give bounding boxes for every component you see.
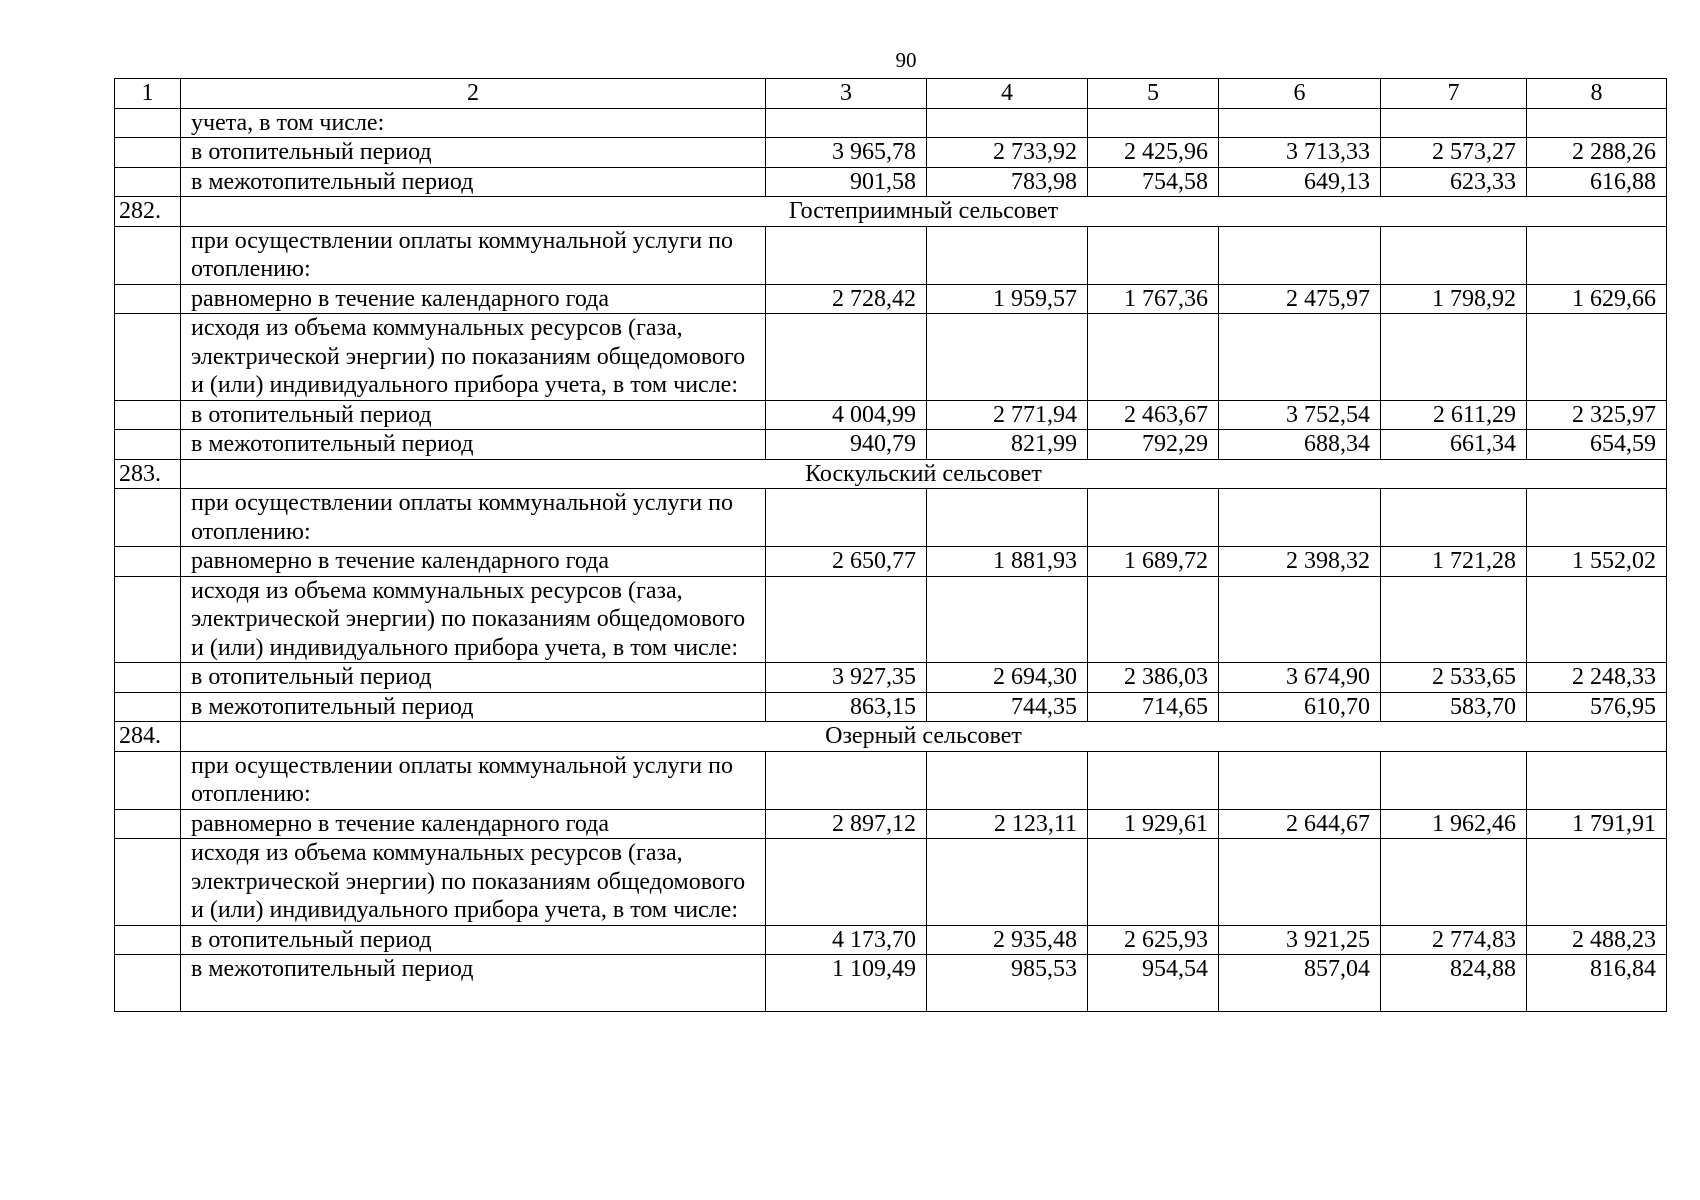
tariff-table <box>114 78 1667 1012</box>
table-row <box>115 138 1667 168</box>
value-cell: 4 004,99 <box>766 400 927 430</box>
value-cell: 2 386,03 <box>1088 663 1219 693</box>
value-cell: 4 173,70 <box>766 925 927 955</box>
value-cell: 2 475,97 <box>1219 284 1381 314</box>
row-number-cell <box>115 547 181 577</box>
value-cell <box>1381 576 1527 663</box>
row-description: исходя из объема коммунальных ресурсов (газа, электрической энергии) по показаниям общедомового и (или) индивидуального прибора учета, в том числе: <box>181 839 766 926</box>
row-number-cell <box>115 692 181 722</box>
value-cell: 2 425,96 <box>1088 138 1219 168</box>
value-cell <box>1219 839 1381 926</box>
value-cell <box>1219 226 1381 284</box>
value-cell <box>1219 314 1381 401</box>
value-cell: 2 771,94 <box>927 400 1088 430</box>
row-description: в межотопительный период <box>181 430 766 460</box>
value-cell: 1 881,93 <box>927 547 1088 577</box>
value-cell: 576,95 <box>1527 692 1667 722</box>
value-cell: 714,65 <box>1088 692 1219 722</box>
row-description: в отопительный период <box>181 663 766 693</box>
row-number-cell <box>115 576 181 663</box>
row-number-cell: 282. <box>115 197 181 227</box>
value-cell: 583,70 <box>1381 692 1527 722</box>
table-row <box>115 692 1667 722</box>
value-cell <box>1381 489 1527 547</box>
row-description: учета, в том числе: <box>181 108 766 138</box>
value-cell: 623,33 <box>1381 167 1527 197</box>
value-cell: 816,84 <box>1527 955 1667 1012</box>
value-cell: 821,99 <box>927 430 1088 460</box>
row-description: равномерно в течение календарного года <box>181 809 766 839</box>
row-description: в отопительный период <box>181 138 766 168</box>
table-row <box>115 839 1667 926</box>
table-row <box>115 430 1667 460</box>
value-cell <box>927 839 1088 926</box>
value-cell: 2 728,42 <box>766 284 927 314</box>
value-cell: 1 721,28 <box>1381 547 1527 577</box>
value-cell <box>927 226 1088 284</box>
value-cell <box>1088 489 1219 547</box>
value-cell: 3 965,78 <box>766 138 927 168</box>
header-cell: 2 <box>181 79 766 109</box>
value-cell: 610,70 <box>1219 692 1381 722</box>
header-cell: 8 <box>1527 79 1667 109</box>
value-cell <box>766 108 927 138</box>
header-row <box>115 79 1667 109</box>
value-cell: 1 552,02 <box>1527 547 1667 577</box>
value-cell <box>1527 576 1667 663</box>
value-cell: 2 488,23 <box>1527 925 1667 955</box>
page-number: 90 <box>895 48 917 72</box>
row-description: при осуществлении оплаты коммунальной услуги по отоплению: <box>181 489 766 547</box>
value-cell <box>766 751 927 809</box>
value-cell: 2 398,32 <box>1219 547 1381 577</box>
row-number-cell <box>115 751 181 809</box>
value-cell <box>1088 576 1219 663</box>
value-cell: 2 733,92 <box>927 138 1088 168</box>
row-number-cell <box>115 839 181 926</box>
value-cell <box>1381 226 1527 284</box>
row-number-cell <box>115 489 181 547</box>
section-title: Озерный сельсовет <box>181 722 1667 752</box>
value-cell: 661,34 <box>1381 430 1527 460</box>
value-cell: 2 650,77 <box>766 547 927 577</box>
header-cell: 3 <box>766 79 927 109</box>
value-cell: 744,35 <box>927 692 1088 722</box>
value-cell: 954,54 <box>1088 955 1219 1012</box>
table-body <box>115 79 1667 1012</box>
table-row <box>115 809 1667 839</box>
value-cell <box>1527 839 1667 926</box>
row-number-cell <box>115 167 181 197</box>
row-description: равномерно в течение календарного года <box>181 284 766 314</box>
section-row <box>115 459 1667 489</box>
row-number-cell: 283. <box>115 459 181 489</box>
value-cell: 754,58 <box>1088 167 1219 197</box>
row-number-cell <box>115 430 181 460</box>
value-cell: 2 694,30 <box>927 663 1088 693</box>
value-cell: 985,53 <box>927 955 1088 1012</box>
value-cell <box>1219 751 1381 809</box>
row-number-cell <box>115 138 181 168</box>
value-cell: 688,34 <box>1219 430 1381 460</box>
value-cell <box>1527 314 1667 401</box>
value-cell: 901,58 <box>766 167 927 197</box>
value-cell: 1 689,72 <box>1088 547 1219 577</box>
value-cell: 2 325,97 <box>1527 400 1667 430</box>
value-cell <box>1381 751 1527 809</box>
row-number-cell <box>115 663 181 693</box>
table-row <box>115 167 1667 197</box>
row-number-cell <box>115 955 181 1012</box>
table-row <box>115 751 1667 809</box>
row-number-cell <box>115 400 181 430</box>
table-row <box>115 925 1667 955</box>
value-cell <box>927 576 1088 663</box>
value-cell <box>1381 839 1527 926</box>
value-cell: 2 248,33 <box>1527 663 1667 693</box>
header-cell: 7 <box>1381 79 1527 109</box>
value-cell: 2 611,29 <box>1381 400 1527 430</box>
row-description: при осуществлении оплаты коммунальной услуги по отоплению: <box>181 226 766 284</box>
value-cell: 1 798,92 <box>1381 284 1527 314</box>
value-cell <box>1088 108 1219 138</box>
section-title: Коскульский сельсовет <box>181 459 1667 489</box>
value-cell <box>1088 226 1219 284</box>
value-cell <box>1088 314 1219 401</box>
value-cell: 1 929,61 <box>1088 809 1219 839</box>
value-cell: 2 533,65 <box>1381 663 1527 693</box>
value-cell <box>766 576 927 663</box>
value-cell <box>927 489 1088 547</box>
value-cell <box>766 839 927 926</box>
row-description: при осуществлении оплаты коммунальной услуги по отоплению: <box>181 751 766 809</box>
header-cell: 5 <box>1088 79 1219 109</box>
row-number-cell <box>115 226 181 284</box>
table-row <box>115 226 1667 284</box>
table-row <box>115 284 1667 314</box>
value-cell: 2 123,11 <box>927 809 1088 839</box>
row-description: в отопительный период <box>181 400 766 430</box>
table-row <box>115 547 1667 577</box>
value-cell <box>1088 751 1219 809</box>
value-cell: 783,98 <box>927 167 1088 197</box>
value-cell: 1 767,36 <box>1088 284 1219 314</box>
value-cell: 3 674,90 <box>1219 663 1381 693</box>
table-row <box>115 314 1667 401</box>
value-cell <box>1381 314 1527 401</box>
row-description: в межотопительный период <box>181 955 766 1012</box>
value-cell: 792,29 <box>1088 430 1219 460</box>
section-title: Гостеприимный сельсовет <box>181 197 1667 227</box>
row-description: исходя из объема коммунальных ресурсов (газа, электрической энергии) по показаниям общедомового и (или) индивидуального прибора учета, в том числе: <box>181 314 766 401</box>
row-number-cell <box>115 925 181 955</box>
value-cell: 2 573,27 <box>1381 138 1527 168</box>
value-cell: 824,88 <box>1381 955 1527 1012</box>
table-row <box>115 489 1667 547</box>
value-cell <box>1381 108 1527 138</box>
value-cell <box>766 314 927 401</box>
value-cell: 1 629,66 <box>1527 284 1667 314</box>
value-cell: 3 752,54 <box>1219 400 1381 430</box>
row-description: в межотопительный период <box>181 167 766 197</box>
value-cell: 2 774,83 <box>1381 925 1527 955</box>
value-cell: 2 625,93 <box>1088 925 1219 955</box>
value-cell: 654,59 <box>1527 430 1667 460</box>
value-cell: 2 935,48 <box>927 925 1088 955</box>
value-cell <box>766 226 927 284</box>
value-cell: 3 927,35 <box>766 663 927 693</box>
row-number-cell <box>115 314 181 401</box>
table-row <box>115 955 1667 1012</box>
header-cell: 6 <box>1219 79 1381 109</box>
value-cell: 649,13 <box>1219 167 1381 197</box>
value-cell: 2 288,26 <box>1527 138 1667 168</box>
row-description: в отопительный период <box>181 925 766 955</box>
value-cell: 616,88 <box>1527 167 1667 197</box>
value-cell <box>1527 489 1667 547</box>
value-cell: 1 791,91 <box>1527 809 1667 839</box>
value-cell: 857,04 <box>1219 955 1381 1012</box>
row-description: равномерно в течение календарного года <box>181 547 766 577</box>
value-cell: 1 109,49 <box>766 955 927 1012</box>
value-cell <box>1527 751 1667 809</box>
value-cell <box>927 314 1088 401</box>
table-row <box>115 576 1667 663</box>
value-cell: 1 959,57 <box>927 284 1088 314</box>
value-cell: 2 644,67 <box>1219 809 1381 839</box>
row-number-cell <box>115 284 181 314</box>
row-description: исходя из объема коммунальных ресурсов (газа, электрической энергии) по показаниям общедомового и (или) индивидуального прибора учета, в том числе: <box>181 576 766 663</box>
value-cell: 2 897,12 <box>766 809 927 839</box>
value-cell <box>1088 839 1219 926</box>
row-number-cell: 284. <box>115 722 181 752</box>
value-cell: 2 463,67 <box>1088 400 1219 430</box>
value-cell <box>1219 489 1381 547</box>
section-row <box>115 197 1667 227</box>
value-cell: 3 713,33 <box>1219 138 1381 168</box>
value-cell: 1 962,46 <box>1381 809 1527 839</box>
value-cell <box>766 489 927 547</box>
table-row <box>115 663 1667 693</box>
table-row <box>115 400 1667 430</box>
value-cell <box>1527 108 1667 138</box>
value-cell: 863,15 <box>766 692 927 722</box>
table-row <box>115 108 1667 138</box>
header-cell: 4 <box>927 79 1088 109</box>
section-row <box>115 722 1667 752</box>
header-cell: 1 <box>115 79 181 109</box>
row-description: в межотопительный период <box>181 692 766 722</box>
value-cell: 940,79 <box>766 430 927 460</box>
value-cell <box>927 108 1088 138</box>
row-number-cell <box>115 108 181 138</box>
value-cell <box>1527 226 1667 284</box>
value-cell <box>927 751 1088 809</box>
value-cell: 3 921,25 <box>1219 925 1381 955</box>
value-cell <box>1219 576 1381 663</box>
row-number-cell <box>115 809 181 839</box>
value-cell <box>1219 108 1381 138</box>
